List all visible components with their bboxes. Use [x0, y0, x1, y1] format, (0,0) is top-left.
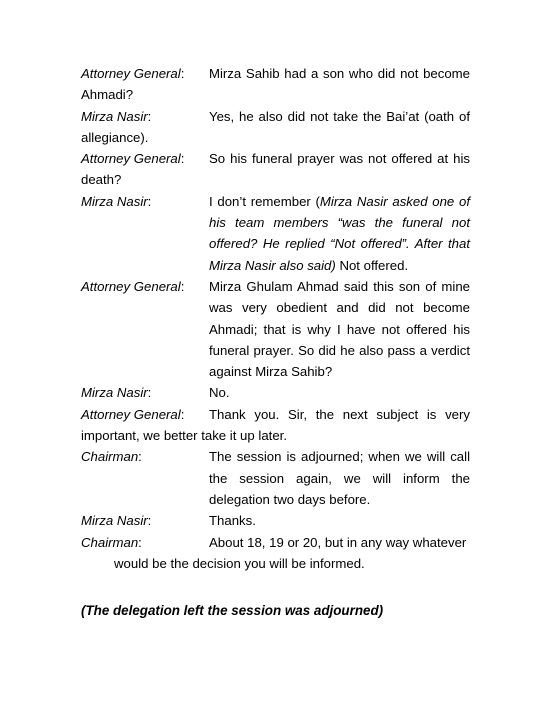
closing-note: (The delegation left the session was adjourned): [81, 603, 384, 618]
speech-text-italic: Mirza Nasir asked one of his team members “was the funeral not offered? He replied “Not offered”. After that Mirza Nasir also said): [209, 193, 470, 273]
speaker-name: Mirza Nasir: [81, 108, 148, 124]
transcript-entry: Mirza Nasir: Thanks.: [81, 513, 256, 529]
speech-text: Thanks.: [209, 513, 256, 529]
speech-text: The session is adjourned; when we will call the session again, we will inform the delegation two days before.: [209, 449, 470, 507]
transcript-entry: Mirza Nasir: No.: [81, 385, 230, 401]
speaker-name: Mirza Nasir: [81, 193, 148, 209]
speaker-name: Attorney General: [81, 278, 181, 294]
speaker-name: Chairman: [81, 534, 139, 550]
speech-text: I don’t remember (: [209, 193, 320, 209]
transcript-entry: Attorney General: Thank you. Sir, the next subject is very important, we better take it up later.: [81, 406, 470, 444]
speech-text: would be the decision you will be informed.: [114, 555, 365, 571]
speech-text: Mirza Sahib had a son who did not become Ahmadi?: [81, 66, 470, 103]
speech-text: Yes, he also did not take the Bai’at (oath of allegiance).: [81, 108, 470, 145]
speech-text: Mirza Ghulam Ahmad said this son of mine was very obedient and did not become Ahmadi; that is why I have not offered his funeral prayer. So did he also pass a verdict against Mirza Sahib?: [209, 278, 470, 380]
transcript-entry: Attorney General: Mirza Sahib had a son who did not become Ahmadi?: [81, 66, 470, 103]
transcript-entry: Mirza Nasir: Yes, he also did not take the Bai’at (oath of allegiance).: [81, 108, 470, 145]
transcript-entry-continuation: [81, 553, 470, 574]
speech-text: Not offered.: [335, 257, 409, 273]
speech-text: About 18, 19 or 20, but in any way whatever: [209, 534, 467, 550]
speaker-name: Mirza Nasir: [81, 513, 148, 529]
speaker-name: Chairman: [81, 449, 139, 465]
speech-text: So his funeral prayer was not offered at his death?: [81, 151, 470, 188]
transcript-entry: Chairman: About 18, 19 or 20, but in any way whatever: [81, 534, 467, 550]
transcript: [81, 63, 470, 574]
transcript-entry: Chairman: The session is adjourned; when we will call the session again, we will inform the delegation two days before.: [81, 449, 470, 507]
speaker-name: Attorney General: [81, 66, 181, 81]
speaker-name: Attorney General: [81, 406, 181, 422]
speaker-name: Mirza Nasir: [81, 385, 148, 401]
transcript-entry: Attorney General: Mirza Ghulam Ahmad said this son of mine was very obedient and did not become Ahmadi; that is why I have not offered his funeral prayer. So did he also pass a verdict against Mirza Sahib?: [81, 278, 470, 380]
transcript-entry: Attorney General: So his funeral prayer was not offered at his death?: [81, 151, 470, 188]
transcript-entry: Mirza Nasir: I don’t remember (Mirza Nasir asked one of his team members “was the funeral not offered? He replied “Not offered”. After that Mirza Nasir also said) Not offered.: [81, 193, 470, 273]
speech-text: No.: [209, 385, 230, 401]
speaker-name: Attorney General: [81, 151, 181, 167]
speech-text: Thank you. Sir, the next subject is very important, we better take it up later.: [81, 406, 470, 444]
